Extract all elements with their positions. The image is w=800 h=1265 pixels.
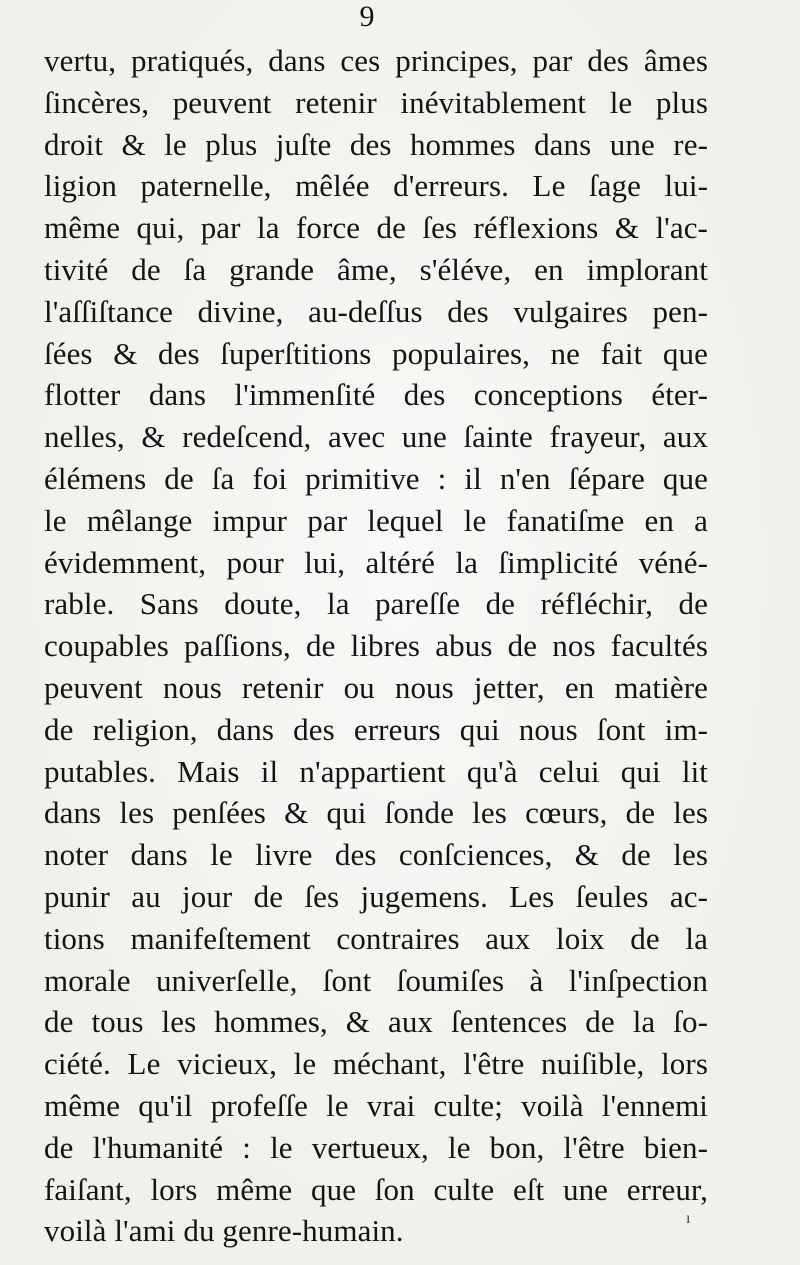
page-number: 9 — [359, 0, 375, 33]
text-line-17: de religion, dans des erreurs qui nous ſont im- — [44, 711, 708, 747]
text-line-7: l'aſſiſtance divine, au-deſſus des vulgaires pen- — [44, 293, 708, 329]
text-line-19: dans les penſées & qui ſonde les cœurs, de les — [44, 795, 708, 831]
text-line-9: flotter dans l'immenſité des conceptions éter- — [44, 377, 708, 413]
text-line-15: coupables paſſions, de libres abus de nos facultés — [44, 628, 708, 664]
printer-mark: ı — [686, 1210, 691, 1227]
text-line-6: tivité de ſa grande âme, s'éléve, en implorant — [44, 251, 708, 287]
text-line-27: de l'humanité : le vertueux, le bon, l'être bien- — [44, 1129, 708, 1165]
text-line-24: de tous les hommes, & aux ſentences de la ſo- — [44, 1004, 708, 1040]
text-line-1: vertu, pratiqués, dans ces principes, par des âmes — [44, 43, 708, 78]
text-line-14: rable. Sans doute, la pareſſe de réfléchir, de — [44, 586, 708, 622]
text-line-13: évidemment, pour lui, altéré la ſimplicité véné- — [44, 544, 708, 580]
text-line-2: ſincères, peuvent retenir inévitablement le plus — [44, 84, 708, 120]
text-line-16: peuvent nous retenir ou nous jetter, en matière — [44, 669, 708, 705]
text-line-22: tions manifeſtement contraires aux loix de la — [44, 920, 708, 956]
text-line-18: putables. Mais il n'appartient qu'à celui qui lit — [44, 753, 708, 789]
text-line-4: ligion paternelle, mêlée d'erreurs. Le ſage lui- — [44, 168, 708, 204]
text-line-26: même qu'il profeſſe le vrai culte; voilà l'ennemi — [44, 1087, 708, 1123]
text-line-8: ſées & des ſuperſtitions populaires, ne fait que — [44, 335, 708, 371]
text-line-25: ciété. Le vicieux, le méchant, l'être nuiſible, lors — [44, 1046, 708, 1082]
text-line-11: élémens de ſa foi primitive : il n'en ſépare que — [44, 460, 708, 496]
body-text — [44, 40, 708, 1252]
text-line-23: morale univerſelle, ſont ſoumiſes à l'inſpection — [44, 962, 708, 998]
text-line-21: punir au jour de ſes jugemens. Les ſeules ac- — [44, 878, 708, 914]
text-line-5: même qui, par la force de ſes réflexions & l'ac- — [44, 210, 708, 246]
text-line-12: le mêlange impur par lequel le fanatiſme en a — [44, 502, 708, 538]
text-line-28: faiſant, lors même que ſon culte eſt une erreur, — [44, 1171, 708, 1207]
text-line-3: droit & le plus juſte des hommes dans une re- — [44, 126, 708, 162]
text-line-10: nelles, & redeſcend, avec une ſainte frayeur, aux — [44, 419, 708, 455]
text-line-20: noter dans le livre des conſciences, & de les — [44, 837, 708, 873]
text-line-29: voilà l'ami du genre-humain. — [44, 1213, 404, 1249]
